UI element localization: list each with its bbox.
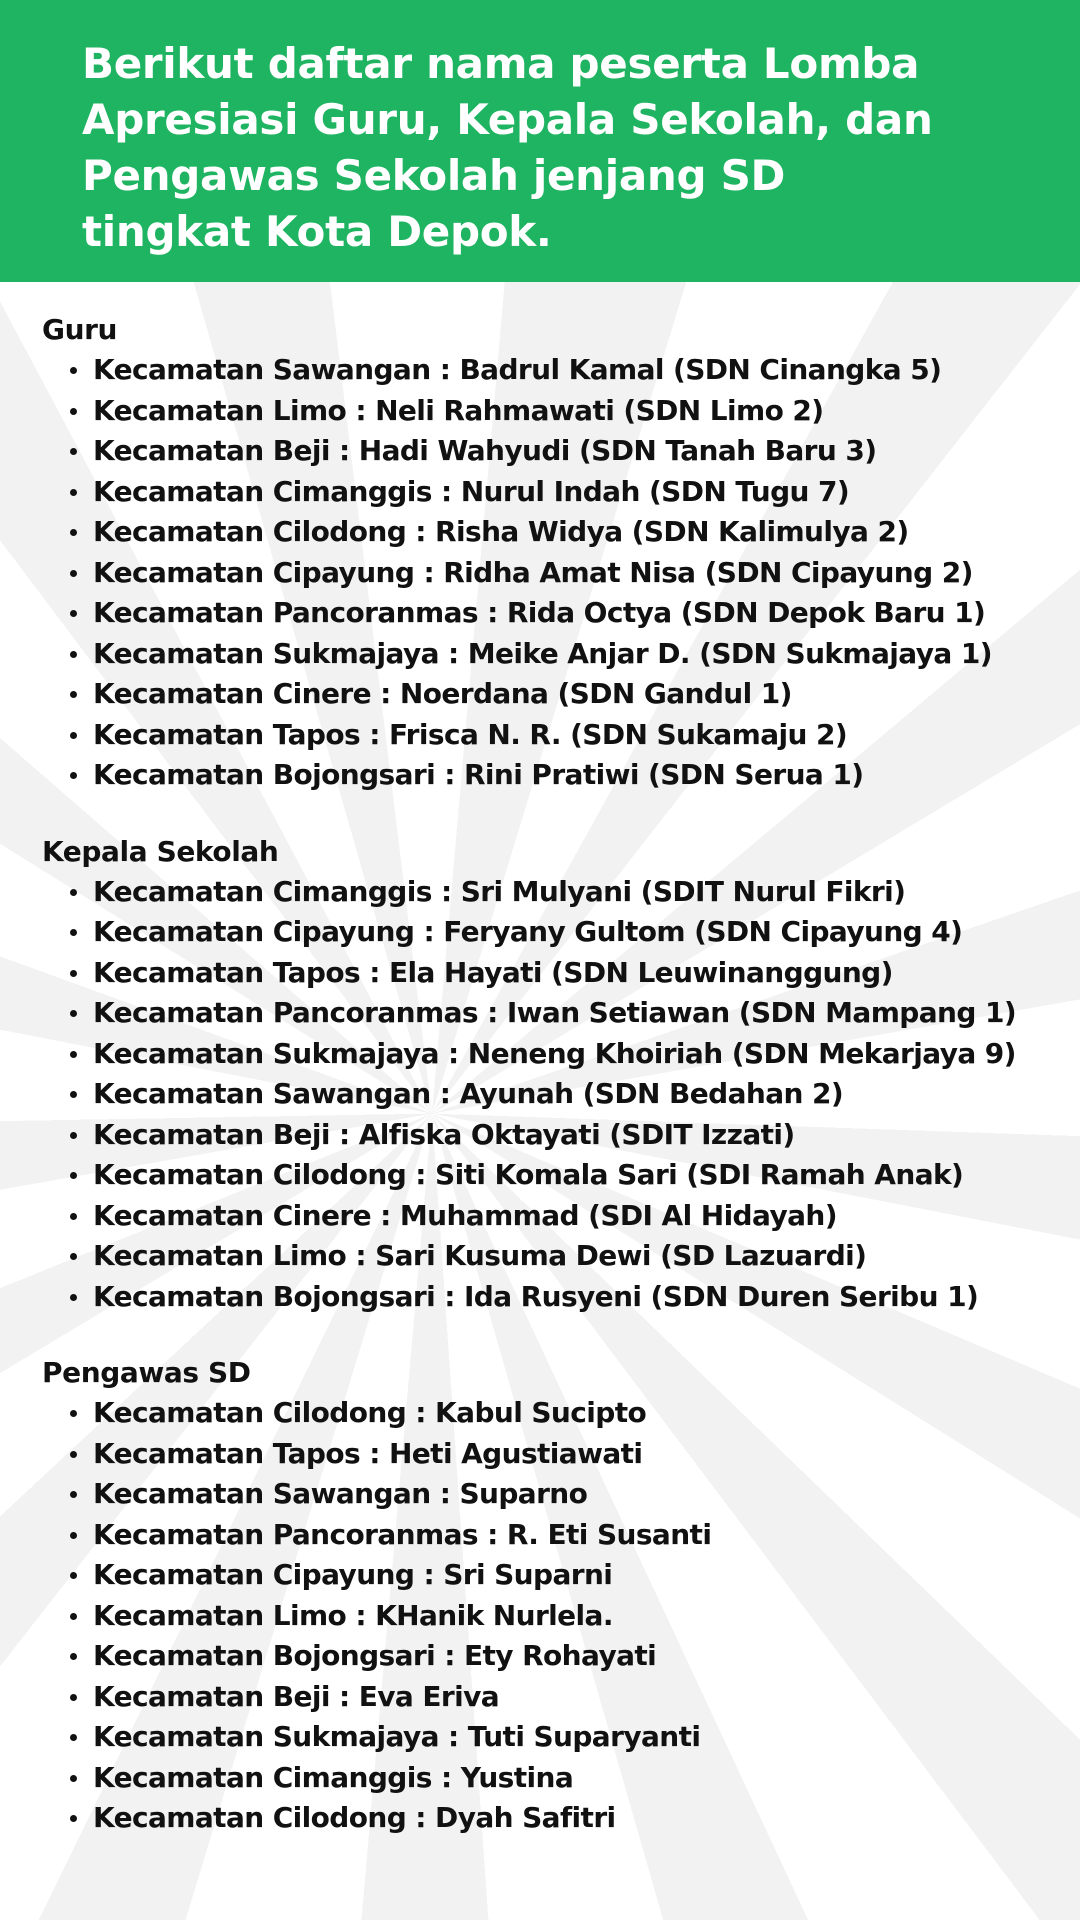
list-item [42,1798,1052,1839]
bullet-icon [70,1653,77,1660]
list-item [42,1677,1052,1718]
bullet-icon [70,691,77,698]
bullet-icon [70,970,77,977]
list-item-text: Kecamatan Limo : Sari Kusuma Dewi (SD Lazuardi) [93,1239,867,1272]
list-item-text: Kecamatan Sawangan : Suparno [93,1477,588,1510]
list-item [42,1636,1052,1677]
list-item [42,674,1052,715]
list-item [42,593,1052,634]
list-item [42,1596,1052,1637]
list-item-text: Kecamatan Sukmajaya : Tuti Suparyanti [93,1720,701,1753]
bullet-icon [70,529,77,536]
section-pengawas-sd [42,1353,1052,1839]
bullet-icon [70,408,77,415]
section-heading: Guru [42,313,118,346]
list-item [42,993,1052,1034]
list-item [42,715,1052,756]
list-item-text: Kecamatan Pancoranmas : R. Eti Susanti [93,1517,712,1551]
list-item-text: Kecamatan Cilodong : Siti Komala Sari (SDI Ramah Anak) [93,1158,964,1191]
list-item-text: Kecamatan Sukmajaya : Neneng Khoiriah (SDN Mekarjaya 9) [93,1036,1016,1070]
list-item-text: Kecamatan Sawangan : Ayunah (SDN Bedahan 2) [93,1077,844,1110]
list-item-text: Kecamatan Beji : Hadi Wahyudi (SDN Tanah Baru 3) [93,434,877,467]
list-item [42,1758,1052,1799]
list-item [42,1474,1052,1515]
list-item [42,872,1052,913]
list-item [42,431,1052,472]
list-item [42,1034,1052,1075]
bullet-icon [70,1532,77,1539]
entry-list [42,872,1052,1318]
list-item-text: Kecamatan Cipayung : Sri Suparni [93,1558,613,1591]
list-item-text: Kecamatan Tapos : Heti Agustiawati [93,1436,643,1470]
bullet-icon [70,1294,77,1301]
section-kepala-sekolah [42,832,1052,1318]
list-item-text: Kecamatan Limo : KHanik Nurlela. [93,1598,613,1632]
list-item [42,1717,1052,1758]
list-item [42,1115,1052,1156]
list-item [42,1434,1052,1475]
list-item-text: Kecamatan Cimanggis : Nurul Indah (SDN Tugu 7) [93,474,850,508]
bullet-icon [70,772,77,779]
list-item-text: Kecamatan Sukmajaya : Meike Anjar D. (SDN Sukmajaya 1) [93,636,992,670]
list-item-text: Kecamatan Cilodong : Risha Widya (SDN Kalimulya 2) [93,515,909,548]
bullet-icon [70,929,77,936]
bullet-icon [70,1572,77,1579]
list-item-text: Kecamatan Tapos : Ela Hayati (SDN Leuwinanggung) [93,955,893,989]
list-item [42,1236,1052,1277]
list-item-text: Kecamatan Beji : Eva Eriva [93,1679,500,1713]
list-item [42,755,1052,796]
list-item-text: Kecamatan Bojongsari : Ety Rohayati [93,1639,657,1672]
list-item [42,953,1052,994]
bullet-icon [70,570,77,577]
list-item-text: Kecamatan Cipayung : Feryany Gultom (SDN Cipayung 4) [93,915,963,948]
list-item-text: Kecamatan Cinere : Muhammad (SDI Al Hidayah) [93,1198,837,1232]
list-item-text: Kecamatan Bojongsari : Ida Rusyeni (SDN Duren Seribu 1) [93,1279,979,1313]
bullet-icon [70,1694,77,1701]
list-item-text: Kecamatan Cilodong : Kabul Sucipto [93,1396,647,1429]
list-item-text: Kecamatan Bojongsari : Rini Pratiwi (SDN Serua 1) [93,758,864,791]
section-guru [42,310,1052,796]
bullet-icon [70,1491,77,1498]
bullet-icon [70,1451,77,1458]
section-heading: Pengawas SD [42,1356,251,1389]
header-banner [0,0,1080,282]
list-item-text: Kecamatan Beji : Alfiska Oktayati (SDIT Izzati) [93,1117,795,1151]
list-item [42,1393,1052,1434]
list-item [42,1196,1052,1237]
list-item [42,1555,1052,1596]
list-item-text: Kecamatan Pancoranmas : Rida Octya (SDN Depok Baru 1) [93,596,986,629]
list-item [42,1515,1052,1556]
bullet-icon [70,651,77,658]
bullet-icon [70,1410,77,1417]
list-item [42,1074,1052,1115]
bullet-icon [70,1815,77,1822]
list-item-text: Kecamatan Cimanggis : Yustina [93,1760,574,1794]
list-item [42,472,1052,513]
bullet-icon [70,489,77,496]
bullet-icon [70,1010,77,1017]
list-item [42,391,1052,432]
participant-list [42,310,1052,1875]
bullet-icon [70,610,77,617]
bullet-icon [70,732,77,739]
list-item [42,350,1052,391]
list-item-text: Kecamatan Pancoranmas : Iwan Setiawan (SDN Mampang 1) [93,996,1017,1029]
list-item [42,912,1052,953]
bullet-icon [70,1091,77,1098]
bullet-icon [70,1051,77,1058]
bullet-icon [70,1213,77,1220]
bullet-icon [70,889,77,896]
list-item-text: Kecamatan Sawangan : Badrul Kamal (SDN Cinangka 5) [93,353,942,386]
page-title: Berikut daftar nama peserta Lomba Apresiasi Guru, Kepala Sekolah, dan Pengawas Sekolah jenjang SD tingkat Kota Depok. [82,39,933,256]
section-heading: Kepala Sekolah [42,834,279,868]
bullet-icon [70,1132,77,1139]
bullet-icon [70,1775,77,1782]
list-item [42,634,1052,675]
bullet-icon [70,448,77,455]
list-item-text: Kecamatan Limo : Neli Rahmawati (SDN Limo 2) [93,393,824,427]
bullet-icon [70,1172,77,1179]
list-item-text: Kecamatan Tapos : Frisca N. R. (SDN Sukamaju 2) [93,717,848,751]
list-item-text: Kecamatan Cipayung : Ridha Amat Nisa (SDN Cipayung 2) [93,555,973,589]
list-item [42,1277,1052,1318]
bullet-icon [70,367,77,374]
list-item [42,553,1052,594]
entry-list [42,350,1052,796]
bullet-icon [70,1613,77,1620]
bullet-icon [70,1734,77,1741]
list-item-text: Kecamatan Cinere : Noerdana (SDN Gandul 1) [93,677,792,710]
bullet-icon [70,1253,77,1260]
entry-list [42,1393,1052,1839]
list-item-text: Kecamatan Cimanggis : Sri Mulyani (SDIT Nurul Fikri) [93,874,906,908]
list-item-text: Kecamatan Cilodong : Dyah Safitri [93,1801,616,1834]
list-item [42,1155,1052,1196]
list-item [42,512,1052,553]
